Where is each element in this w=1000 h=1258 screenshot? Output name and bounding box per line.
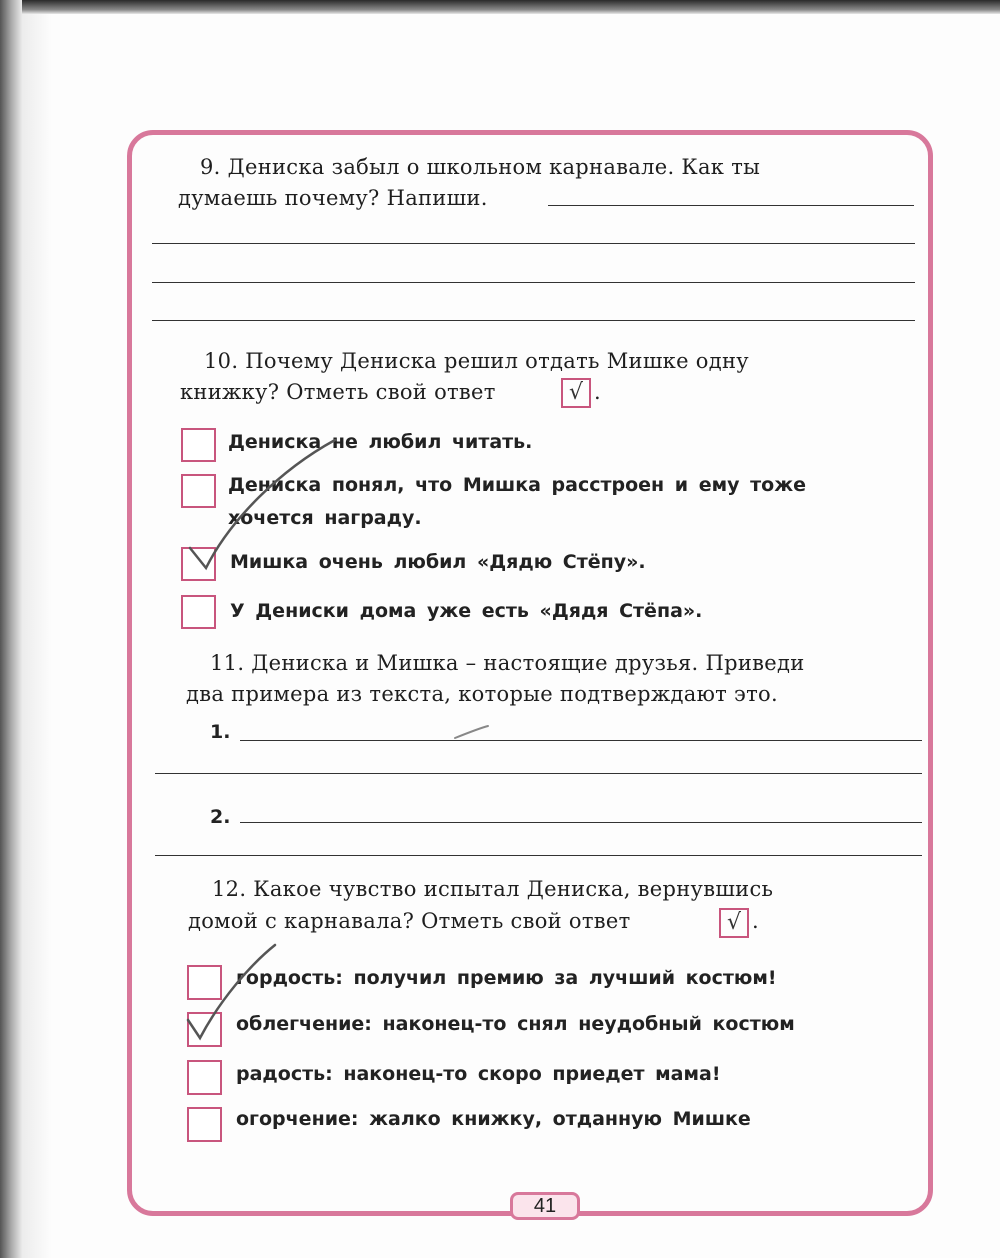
q11-text-line1: 11. Дениска и Мишка – настоящие друзья. Приведи [210,651,805,675]
q10-text-line1: 10. Почему Дениска решил отдать Мишке одну [204,349,749,373]
page-shadow [22,14,52,1258]
scan-edge-top [0,0,1000,14]
q10-option-1-checkbox[interactable] [181,428,216,462]
scan-edge-left [0,0,22,1258]
q12-option-3-checkbox[interactable] [187,1060,222,1095]
page-number: 41 [510,1192,580,1220]
q10-check-sample-icon: √ [561,378,591,408]
q9-answer-line-3[interactable] [152,282,915,283]
q12-option-3-label: радость: наконец-то скоро приедет мама! [236,1063,721,1085]
q11-item-1-number: 1. [210,721,231,743]
q10-option-2-label-cont: хочется награду. [228,507,422,529]
q11-item-2-number: 2. [210,806,231,828]
q10-option-4-checkbox[interactable] [181,595,216,629]
q12-option-1-label: гордость: получил премию за лучший костюм! [236,967,777,989]
q10-option-2-checkbox[interactable] [181,474,216,508]
q12-option-4-checkbox[interactable] [187,1107,222,1142]
q9-text-line1: 9. Дениска забыл о школьном карнавале. Как ты [200,155,761,179]
q12-option-4-label: огорчение: жалко книжку, отданную Мишке [236,1108,751,1130]
q9-answer-line-1[interactable] [548,205,914,206]
q10-period: . [594,380,601,404]
q11-answer-2-line-2[interactable] [155,855,922,856]
q10-option-2-label: Дениска понял, что Мишка расстроен и ему тоже [228,474,806,496]
q10-option-3-label: Мишка очень любил «Дядю Стёпу». [230,551,646,573]
q10-option-3-checkbox[interactable] [181,547,216,581]
q10-option-1-label: Дениска не любил читать. [228,431,533,453]
q9-answer-line-4[interactable] [152,320,915,321]
q11-answer-2-line-1[interactable] [240,822,922,823]
q10-option-4-label: У Дениски дома уже есть «Дядя Стёпа». [230,600,703,622]
q11-answer-1-line-2[interactable] [155,773,922,774]
q12-option-1-checkbox[interactable] [187,965,222,1000]
q10-text-line2: книжку? Отметь свой ответ [180,380,496,404]
q12-period: . [752,909,759,933]
q12-text-line1: 12. Какое чувство испытал Дениска, вернувшись [212,877,774,901]
q9-answer-line-2[interactable] [152,243,915,244]
q11-answer-1-line-1[interactable] [240,740,922,741]
q12-text-line2: домой с карнавала? Отметь свой ответ [188,909,631,933]
q9-text-line2: думаешь почему? Напиши. [178,186,488,210]
q12-option-2-checkbox[interactable] [187,1012,222,1047]
q12-option-2-label: облегчение: наконец-то снял неудобный костюм [236,1013,795,1035]
q11-text-line2: два примера из текста, которые подтверждают это. [186,682,778,706]
q12-check-sample-icon: √ [719,908,749,938]
